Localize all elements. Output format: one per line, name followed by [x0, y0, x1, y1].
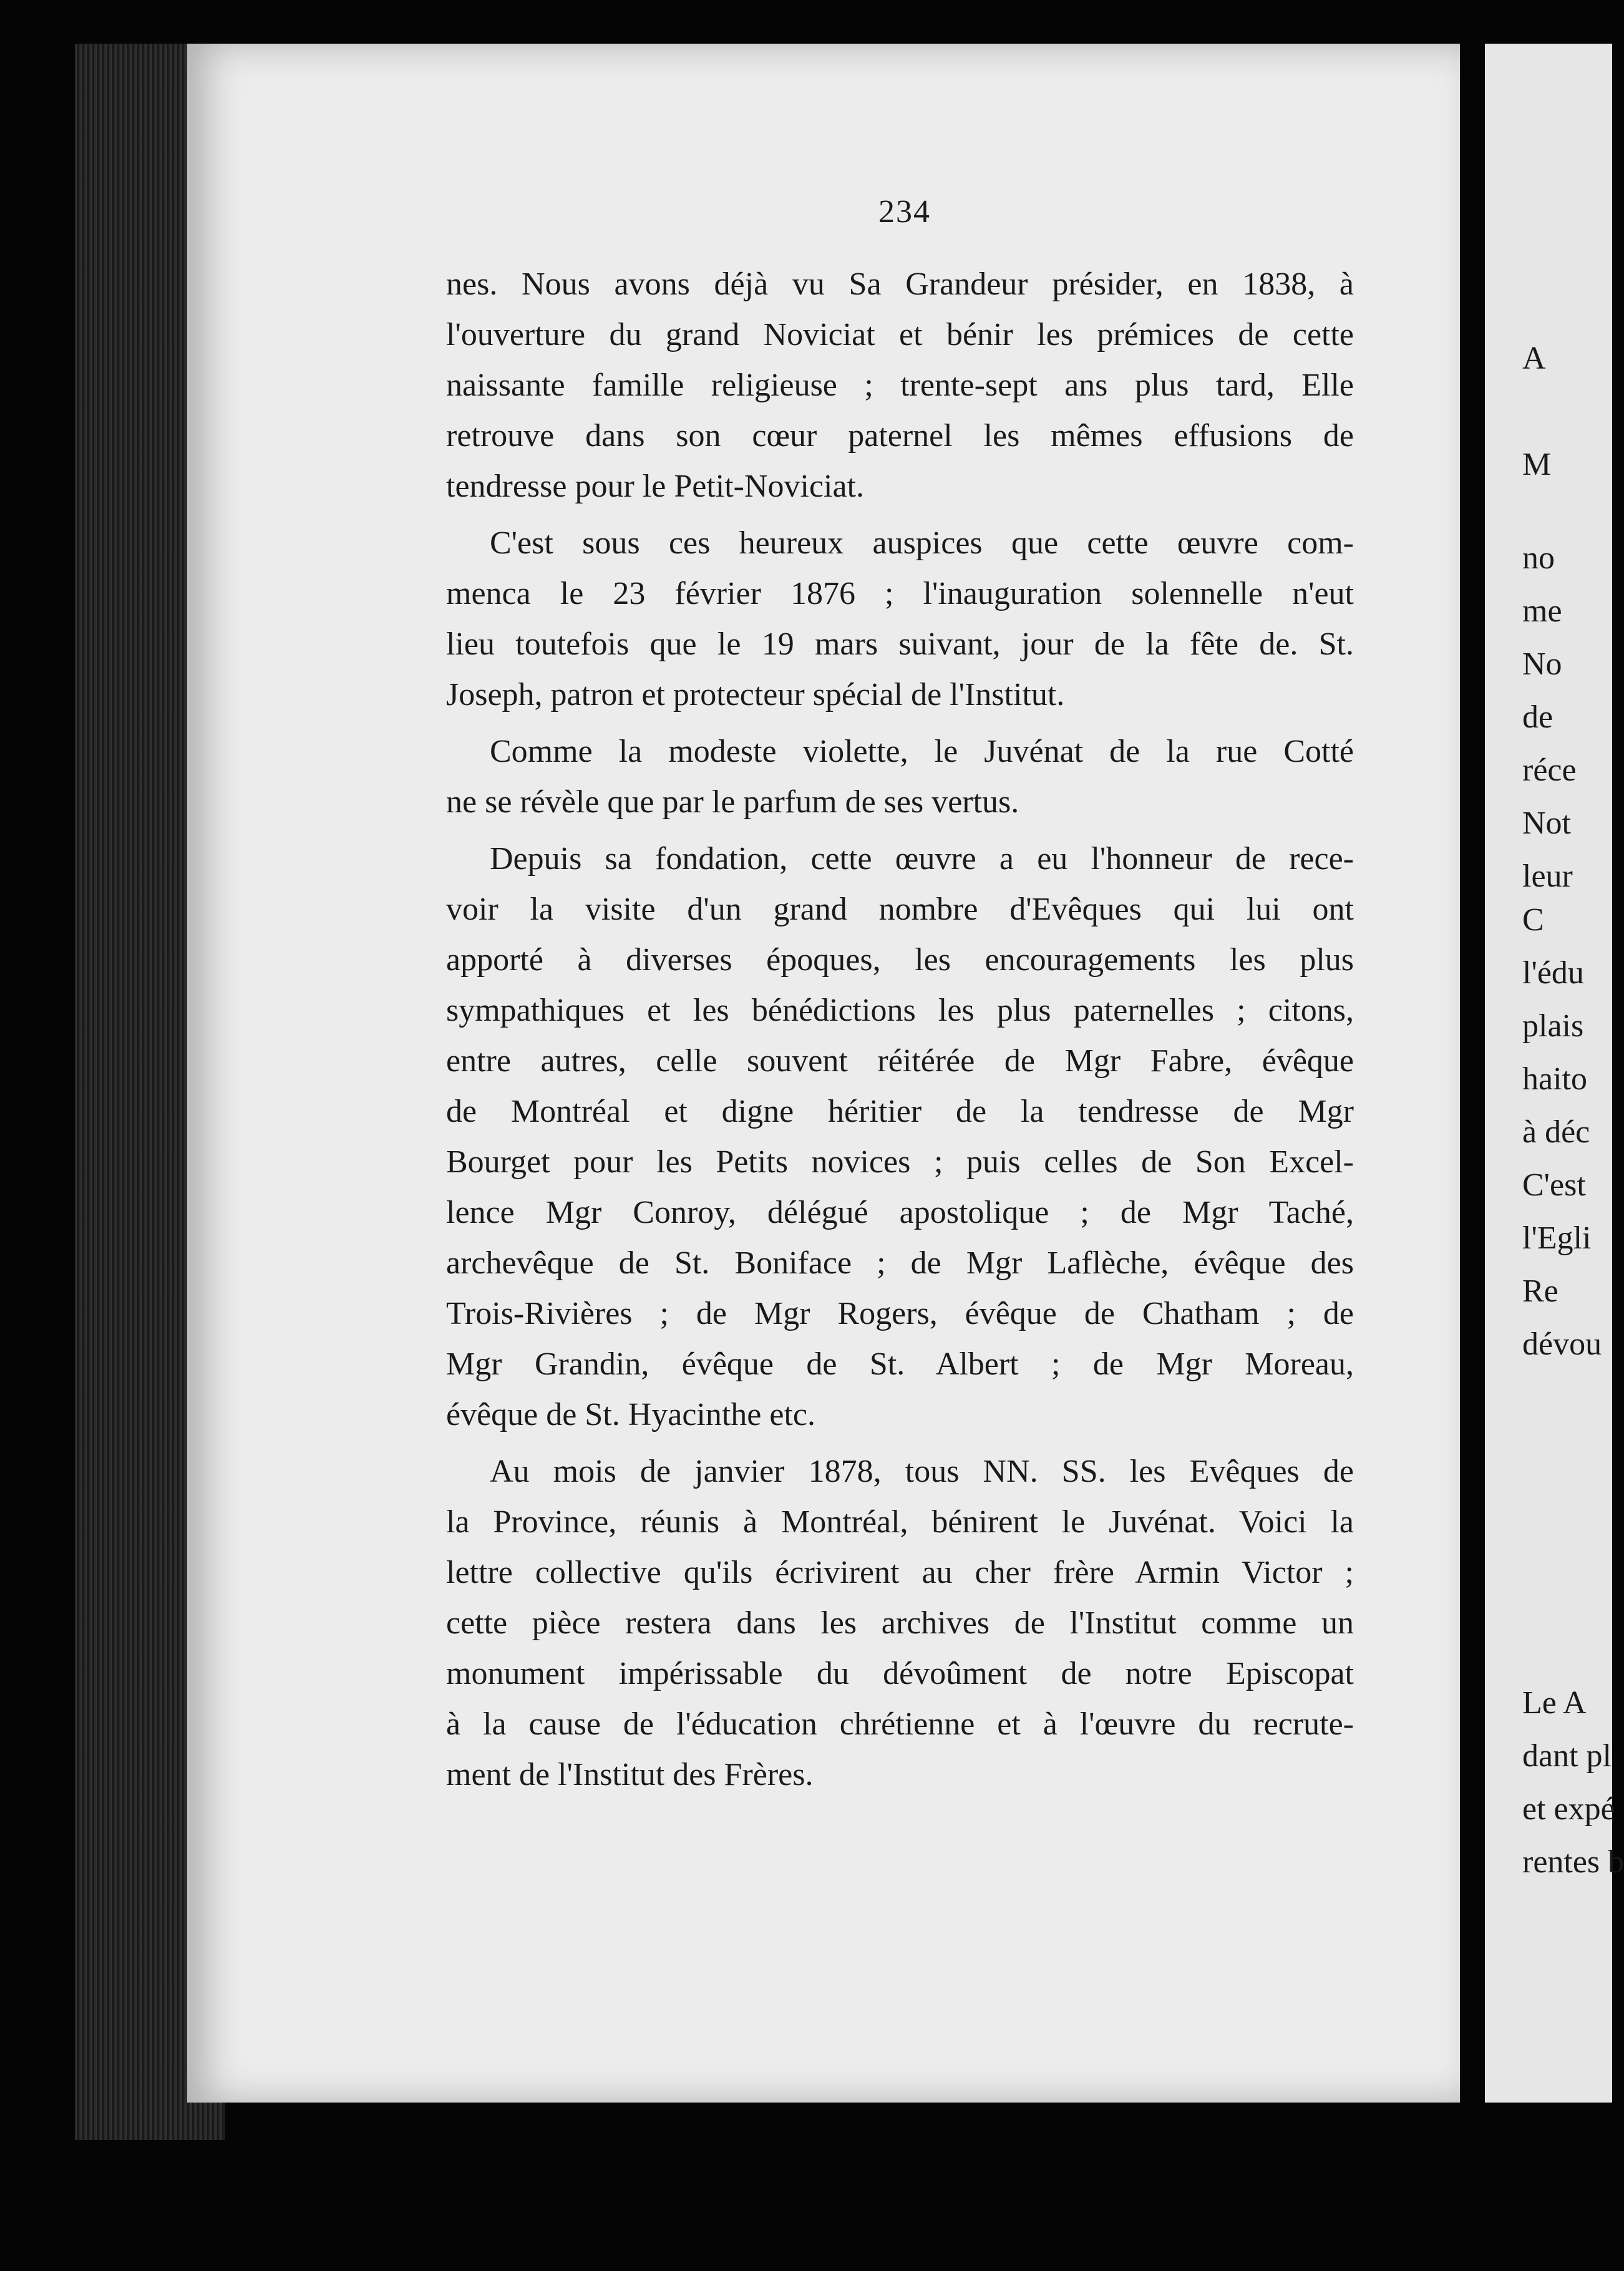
text-line: ne se révèle que par le parfum de ses vertus. — [446, 784, 1019, 820]
text-line: retrouve dans son cœur paternel les mêmes effusions de — [446, 418, 1354, 454]
adjacent-page-fragment: rentes b — [1522, 1844, 1624, 1880]
text-line: entre autres, celle souvent réitérée de Mgr Fabre, évêque — [446, 1043, 1354, 1079]
adjacent-page-fragment: réce — [1522, 752, 1577, 788]
adjacent-page-fragment: C'est — [1522, 1167, 1586, 1203]
adjacent-page-fragment: me — [1522, 593, 1562, 629]
text-line: de Montréal et digne héritier de la tendresse de Mgr — [446, 1094, 1354, 1129]
text-line: l'ouverture du grand Noviciat et bénir les prémices de cette — [446, 317, 1354, 353]
text-line: sympathiques et les bénédictions les plus paternelles ; citons, — [446, 993, 1354, 1028]
adjacent-page-fragment: dévou — [1522, 1326, 1602, 1362]
text-line: Joseph, patron et protecteur spécial de l'Institut. — [446, 677, 1065, 712]
text-line: Au mois de janvier 1878, tous NN. SS. les Evêques de — [490, 1454, 1354, 1489]
adjacent-page-fragment: no — [1522, 540, 1555, 576]
text-line: cette pièce restera dans les archives de l'Institut comme un — [446, 1605, 1354, 1641]
adjacent-page-fragment: plais — [1522, 1008, 1584, 1044]
text-line: naissante famille religieuse ; trente-sept ans plus tard, Elle — [446, 367, 1354, 403]
text-line: monument impérissable du dévoûment de notre Episcopat — [446, 1656, 1354, 1691]
paragraph — [446, 259, 1354, 512]
text-line: lence Mgr Conroy, délégué apostolique ; de Mgr Taché, — [446, 1195, 1354, 1230]
text-line: apporté à diverses époques, les encouragements les plus — [446, 942, 1354, 978]
text-line: Trois-Rivières ; de Mgr Rogers, évêque de Chatham ; de — [446, 1296, 1354, 1331]
text-line: Comme la modeste violette, le Juvénat de la rue Cotté — [490, 734, 1354, 769]
adjacent-page-fragment: leur — [1522, 858, 1573, 894]
adjacent-page-fragment: Re — [1522, 1273, 1558, 1309]
adjacent-page-fragment: l'Egli — [1522, 1220, 1592, 1256]
paragraph — [446, 518, 1354, 720]
body-text — [446, 259, 1354, 1800]
text-line: archevêque de St. Boniface ; de Mgr Laflèche, évêque des — [446, 1245, 1354, 1281]
adjacent-page-fragment: et expé — [1522, 1791, 1615, 1827]
paragraph — [446, 1446, 1354, 1800]
adjacent-page-fragment: Not — [1522, 805, 1571, 841]
text-line: Mgr Grandin, évêque de St. Albert ; de Mgr Moreau, — [446, 1346, 1354, 1382]
text-line: Bourget pour les Petits novices ; puis celles de Son Excel- — [446, 1144, 1354, 1180]
adjacent-page-fragment: No — [1522, 646, 1562, 682]
text-line: menca le 23 février 1876 ; l'inauguration solennelle n'eut — [446, 576, 1354, 611]
text-line: tendresse pour le Petit-Noviciat. — [446, 469, 865, 504]
text-line: évêque de St. Hyacinthe etc. — [446, 1397, 815, 1432]
text-line: voir la visite d'un grand nombre d'Evêques qui lui ont — [446, 892, 1354, 927]
text-line: ment de l'Institut des Frères. — [446, 1757, 814, 1792]
paragraph — [446, 834, 1354, 1440]
page-number: 234 — [878, 194, 931, 230]
adjacent-page-fragment: à déc — [1522, 1114, 1590, 1150]
adjacent-page-fragment: A — [1522, 341, 1546, 376]
text-line: à la cause de l'éducation chrétienne et à l'œuvre du recrute- — [446, 1706, 1354, 1742]
paragraph — [446, 726, 1354, 827]
adjacent-page-fragment: C — [1522, 902, 1544, 938]
adjacent-page-fragment: Le A — [1522, 1685, 1587, 1721]
adjacent-page-fragment: dant pl — [1522, 1738, 1612, 1774]
adjacent-page-fragment: l'édu — [1522, 955, 1584, 991]
text-line: lettre collective qu'ils écrivirent au cher frère Armin Victor ; — [446, 1555, 1354, 1590]
adjacent-page-fragment: M — [1522, 447, 1552, 482]
adjacent-page-fragment: de — [1522, 699, 1553, 735]
text-line: C'est sous ces heureux auspices que cette œuvre com- — [490, 525, 1354, 561]
text-line: Depuis sa fondation, cette œuvre a eu l'honneur de rece- — [490, 841, 1354, 877]
adjacent-page-fragment: haito — [1522, 1061, 1587, 1097]
text-line: lieu toutefois que le 19 mars suivant, jour de la fête de. St. — [446, 626, 1354, 662]
text-line: la Province, réunis à Montréal, bénirent le Juvénat. Voici la — [446, 1504, 1354, 1540]
text-line: nes. Nous avons déjà vu Sa Grandeur présider, en 1838, à — [446, 266, 1354, 302]
